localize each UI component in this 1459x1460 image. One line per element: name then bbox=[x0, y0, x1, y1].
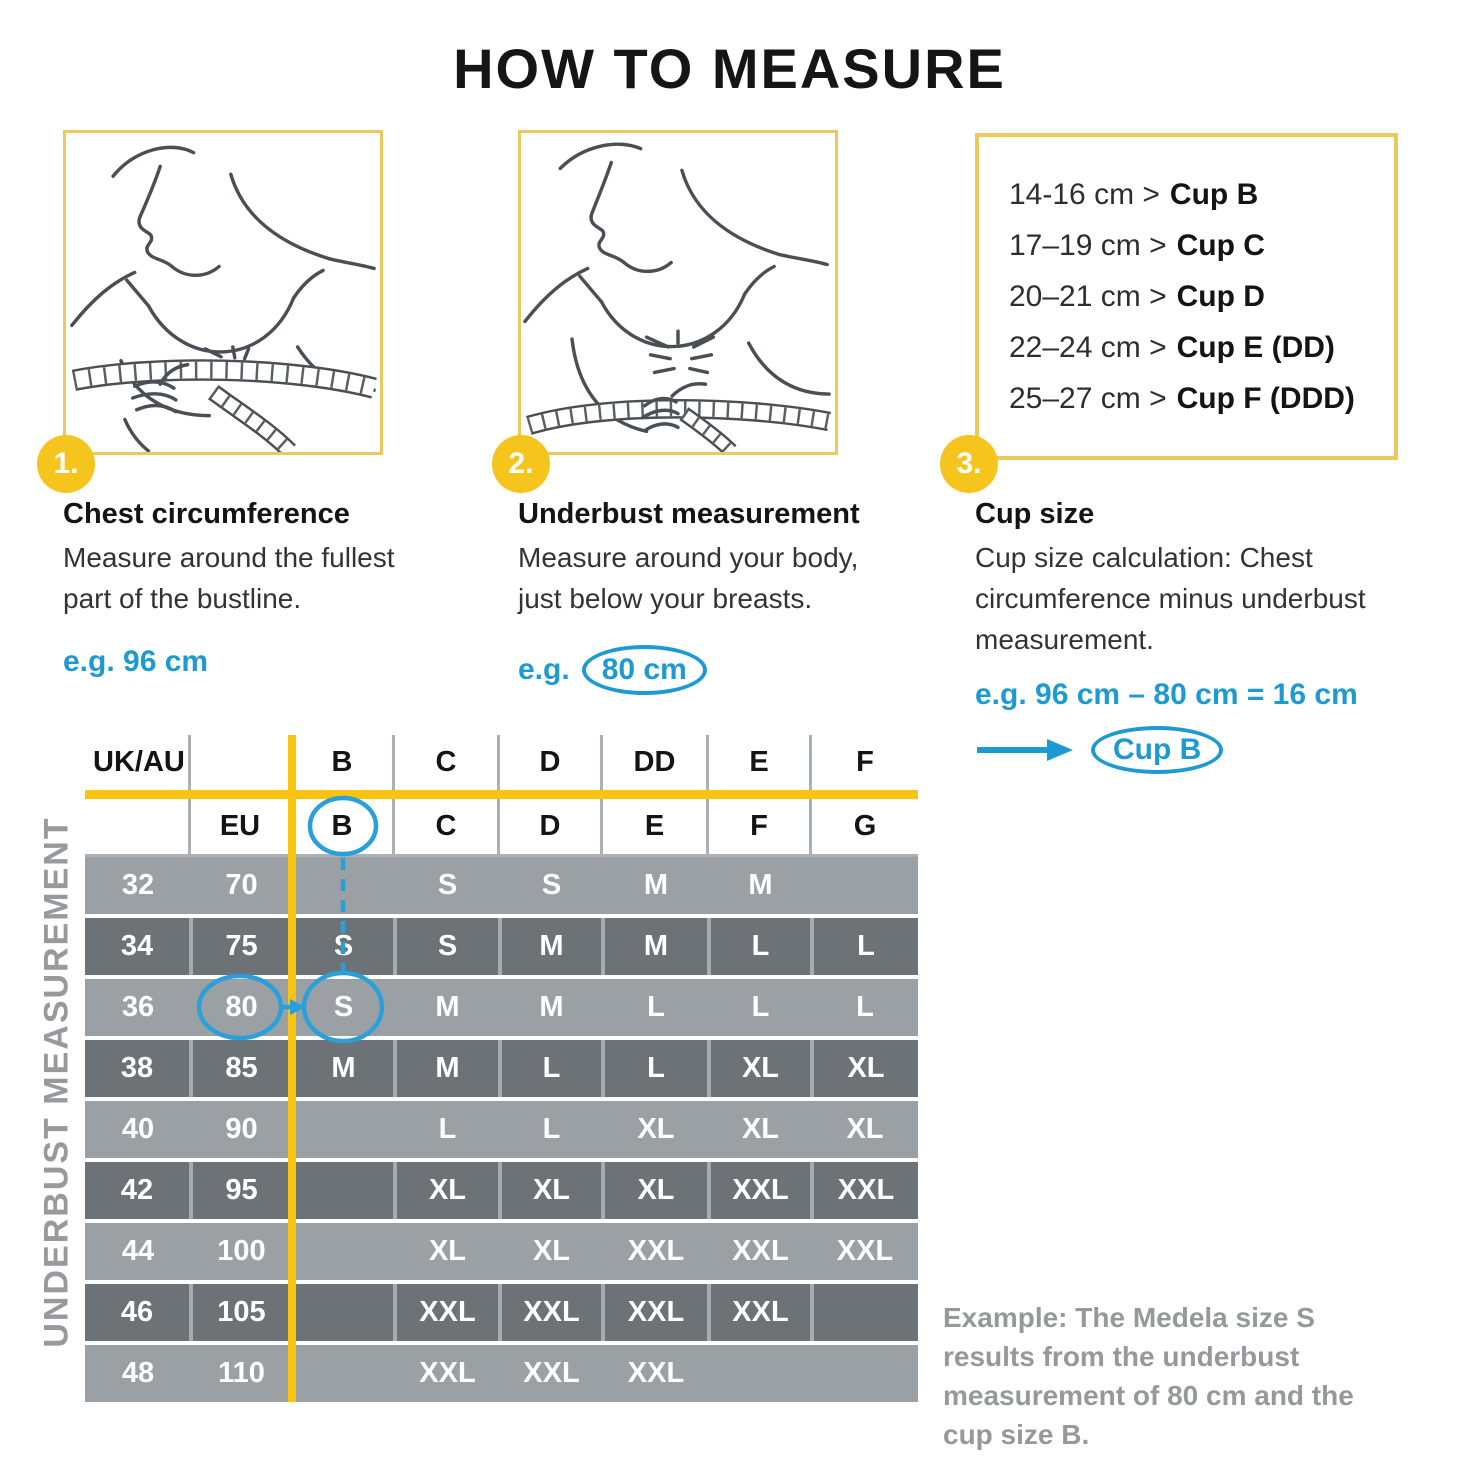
header-cell: E bbox=[709, 735, 812, 790]
table-cell bbox=[292, 1345, 395, 1402]
step-3-text bbox=[975, 498, 1395, 774]
table-cell: 90 bbox=[191, 1101, 292, 1158]
header-cell: G bbox=[853, 810, 877, 842]
table-row bbox=[85, 1101, 918, 1158]
table-row bbox=[85, 1162, 918, 1219]
step-2-example bbox=[518, 645, 898, 695]
table-cell: L bbox=[603, 979, 709, 1036]
table-cell: XXL bbox=[709, 1223, 812, 1280]
table-cell: 105 bbox=[191, 1284, 292, 1341]
table-cell: XXL bbox=[500, 1345, 603, 1402]
underbust-axis-label: UNDERBUST MEASUREMENT bbox=[37, 816, 76, 1348]
table-cell: L bbox=[812, 979, 918, 1036]
table-cell: S bbox=[292, 979, 395, 1036]
table-cell: XL bbox=[500, 1223, 603, 1280]
table-cell: XL bbox=[603, 1162, 709, 1219]
page-title: HOW TO MEASURE bbox=[453, 37, 1006, 100]
step-2-body: Measure around your body, just below your breasts. bbox=[518, 542, 859, 614]
table-row bbox=[85, 1284, 918, 1341]
table-cell: L bbox=[709, 918, 812, 975]
table-cell bbox=[292, 857, 395, 914]
table-cell: M bbox=[292, 1040, 395, 1097]
table-cell: 95 bbox=[191, 1162, 292, 1219]
blue-arrow-icon bbox=[975, 737, 1075, 763]
example-note: Example: The Medela size S results from the underbust measurement of 80 cm and the cup size B. bbox=[943, 1302, 1354, 1450]
table-row bbox=[85, 1345, 918, 1402]
table-cell: S bbox=[395, 857, 500, 914]
header-cell: E bbox=[603, 799, 709, 854]
cup-rule-row bbox=[1009, 169, 1394, 220]
table-cell: M bbox=[603, 857, 709, 914]
table-cell: XL bbox=[603, 1101, 709, 1158]
table-cell: S bbox=[395, 918, 500, 975]
table-cell: XL bbox=[709, 1101, 812, 1158]
table-cell: 44 bbox=[85, 1223, 191, 1280]
table-cell: 100 bbox=[191, 1223, 292, 1280]
header-cell: UK/AU bbox=[85, 735, 191, 790]
step-3-heading: Cup size bbox=[975, 498, 1095, 530]
cup-rule-range: 20–21 cm > bbox=[1009, 280, 1167, 313]
chest-measure-illustration bbox=[66, 133, 380, 452]
table-row bbox=[85, 857, 918, 914]
table-row bbox=[85, 1040, 918, 1097]
table-cell: L bbox=[395, 1101, 500, 1158]
table-cell: XL bbox=[709, 1040, 812, 1097]
cup-rule-range: 14-16 cm > bbox=[1009, 178, 1160, 211]
step-3-body: Cup size calculation: Chest circumference minus underbust measurement. bbox=[975, 542, 1366, 655]
step-1-text bbox=[63, 498, 428, 679]
table-cell: 32 bbox=[85, 857, 191, 914]
example-prefix: e.g. bbox=[518, 653, 570, 686]
table-cell: XXL bbox=[812, 1162, 918, 1219]
table-cell: 46 bbox=[85, 1284, 191, 1341]
table-cell bbox=[812, 1284, 918, 1341]
table-cell: L bbox=[709, 979, 812, 1036]
chest-illustration-box bbox=[63, 130, 383, 455]
underbust-illustration-box bbox=[518, 130, 838, 455]
header-cell: B bbox=[292, 735, 395, 790]
table-cell: L bbox=[812, 918, 918, 975]
table-cell: 34 bbox=[85, 918, 191, 975]
cup-rule-cup: Cup D bbox=[1176, 280, 1265, 313]
step-2-badge: 2. bbox=[492, 435, 550, 493]
table-cell: M bbox=[709, 857, 812, 914]
table-cell: XL bbox=[812, 1101, 918, 1158]
table-cell bbox=[292, 1162, 395, 1219]
table-cell: M bbox=[500, 979, 603, 1036]
step-2-text bbox=[518, 498, 898, 695]
table-cell: M bbox=[603, 918, 709, 975]
underbust-measure-illustration bbox=[521, 133, 835, 452]
step-3-badge: 3. bbox=[940, 435, 998, 493]
header-cell bbox=[85, 799, 191, 854]
table-cell: XXL bbox=[709, 1162, 812, 1219]
step-1-badge: 1. bbox=[37, 435, 95, 493]
header-cell: F bbox=[709, 799, 812, 854]
table-cell: XXL bbox=[395, 1345, 500, 1402]
header-cell bbox=[191, 735, 292, 790]
table-cell: XXL bbox=[603, 1284, 709, 1341]
table-cell: XXL bbox=[603, 1345, 709, 1402]
cup-rule-range: 25–27 cm > bbox=[1009, 382, 1167, 415]
table-cell: L bbox=[603, 1040, 709, 1097]
table-cell: XXL bbox=[709, 1284, 812, 1341]
header-cell: F bbox=[856, 746, 874, 778]
table-cell: M bbox=[395, 979, 500, 1036]
table-cell: XL bbox=[395, 1162, 500, 1219]
header-cell: B bbox=[292, 799, 395, 854]
table-cell: 48 bbox=[85, 1345, 191, 1402]
table-cell: 70 bbox=[191, 857, 292, 914]
table-cell: M bbox=[500, 918, 603, 975]
cup-rule-row bbox=[1009, 322, 1394, 373]
table-cell: XL bbox=[500, 1162, 603, 1219]
table-row bbox=[85, 918, 918, 975]
cup-rule-row bbox=[1009, 220, 1394, 271]
table-cell: XXL bbox=[500, 1284, 603, 1341]
step-2-heading: Underbust measurement bbox=[518, 498, 860, 530]
table-cell bbox=[812, 1345, 918, 1402]
table-cell: XL bbox=[395, 1223, 500, 1280]
size-table bbox=[85, 735, 918, 1402]
table-cell: XL bbox=[812, 1040, 918, 1097]
table-row bbox=[85, 979, 918, 1036]
yellow-vertical-line bbox=[288, 735, 296, 1402]
table-cell: S bbox=[292, 918, 395, 975]
step-1-heading: Chest circumference bbox=[63, 498, 350, 530]
table-cell bbox=[709, 1345, 812, 1402]
table-cell bbox=[292, 1101, 395, 1158]
header-cell: D bbox=[500, 799, 603, 854]
table-cell: 75 bbox=[191, 918, 292, 975]
table-cell: 42 bbox=[85, 1162, 191, 1219]
table-row bbox=[85, 1223, 918, 1280]
table-cell: 36 bbox=[85, 979, 191, 1036]
table-cell: S bbox=[500, 857, 603, 914]
step-1-example: e.g. 96 cm bbox=[63, 645, 209, 678]
cup-rule-range: 22–24 cm > bbox=[1009, 331, 1167, 364]
table-header-ukau bbox=[85, 735, 918, 790]
header-cell: C bbox=[395, 799, 500, 854]
table-cell: 40 bbox=[85, 1101, 191, 1158]
table-cell: XXL bbox=[603, 1223, 709, 1280]
table-cell bbox=[292, 1223, 395, 1280]
table-cell: M bbox=[395, 1040, 500, 1097]
table-cell: XXL bbox=[812, 1223, 918, 1280]
table-cell bbox=[292, 1284, 395, 1341]
header-cell: C bbox=[395, 735, 500, 790]
cup-rule-range: 17–19 cm > bbox=[1009, 229, 1167, 262]
circled-result: Cup B bbox=[1091, 726, 1223, 774]
yellow-divider-line bbox=[85, 790, 918, 799]
cup-rule-row bbox=[1009, 271, 1394, 322]
cup-rule-cup: Cup B bbox=[1169, 178, 1259, 211]
header-cell: DD bbox=[603, 735, 709, 790]
table-cell: 85 bbox=[191, 1040, 292, 1097]
cup-rule-row bbox=[1009, 373, 1394, 424]
circled-value: 80 cm bbox=[582, 645, 707, 695]
table-header-eu bbox=[85, 799, 918, 854]
table-cell: L bbox=[500, 1040, 603, 1097]
table-cell: 38 bbox=[85, 1040, 191, 1097]
cup-size-rules-box bbox=[975, 133, 1398, 460]
cup-rule-cup: Cup E (DD) bbox=[1176, 331, 1335, 364]
table-cell bbox=[812, 857, 918, 914]
table-cell: 80 bbox=[191, 979, 292, 1036]
header-cell: EU bbox=[191, 799, 292, 854]
step-1-body: Measure around the fullest part of the bustline. bbox=[63, 542, 395, 614]
step-3-result bbox=[975, 726, 1395, 774]
table-cell: 110 bbox=[191, 1345, 292, 1402]
step-3-equation: e.g. 96 cm – 80 cm = 16 cm bbox=[975, 678, 1358, 711]
cup-rule-cup: Cup C bbox=[1176, 229, 1265, 262]
header-cell: D bbox=[500, 735, 603, 790]
cup-rule-cup: Cup F (DDD) bbox=[1176, 382, 1355, 415]
table-cell: XXL bbox=[395, 1284, 500, 1341]
table-cell: L bbox=[500, 1101, 603, 1158]
